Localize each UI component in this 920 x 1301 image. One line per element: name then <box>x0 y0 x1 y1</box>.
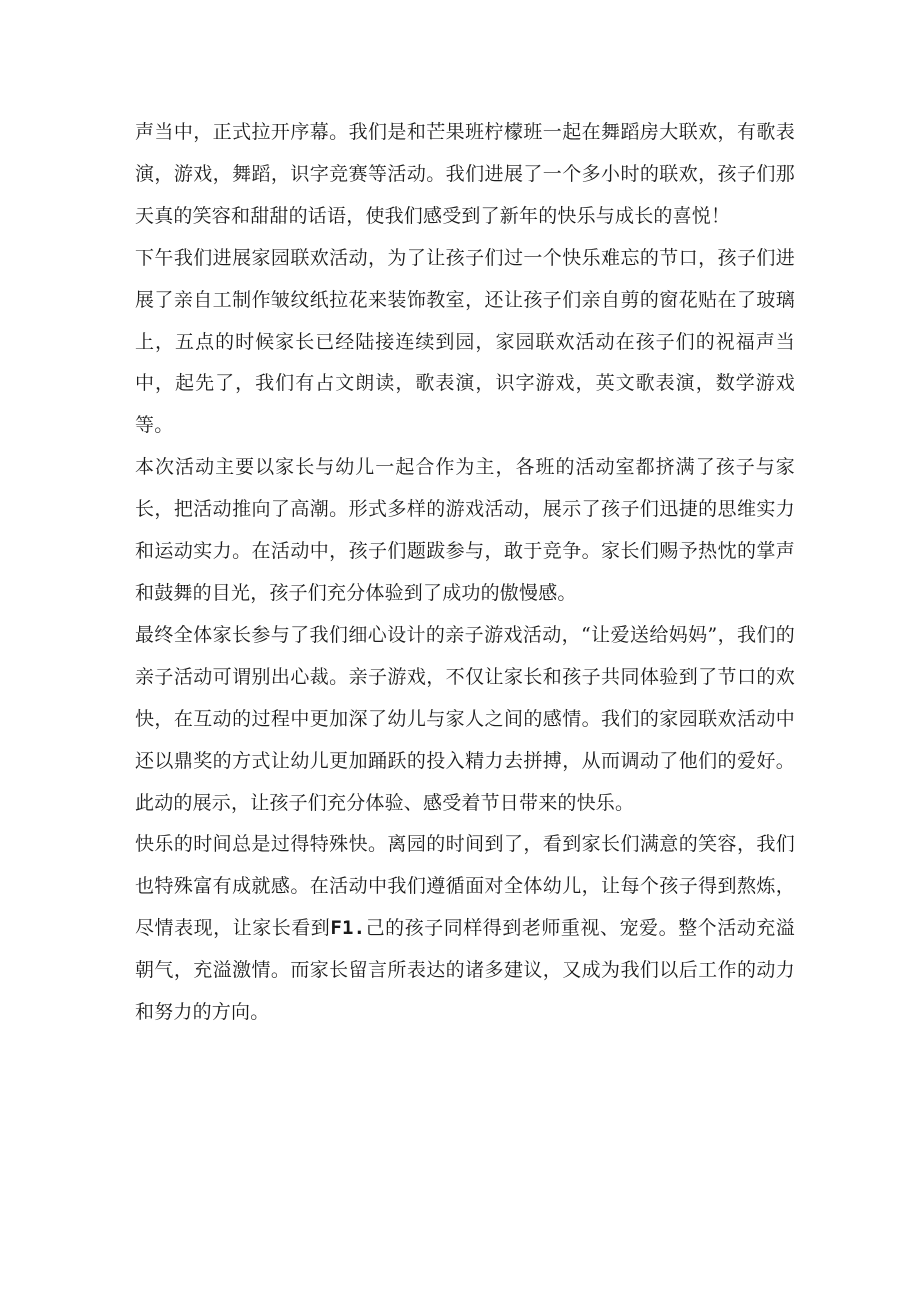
paragraph-1: 声当中，正式拉开序幕。我们是和芒果班柠檬班一起在舞蹈房大联欢，有歌表演，游戏，舞蹈，识字竞赛等活动。我们进展了一个多小时的联欢，孩子们那天真的笑容和甜甜的话语，使我们感受到了新年的快乐与成长的喜悦！ <box>135 121 795 227</box>
paragraph-5-part-1: 快乐的时间总是过得特殊快。离园的时间到了，看到家长们满意的笑容，我们也特殊富有成就感。在活动中我们遵循面对全体幼儿，让每个孩子得到熬炼，尽情表现，让家长看到 <box>135 833 795 940</box>
paragraph-4: 最终全体家长参与了我们细心设计的亲子游戏活动，“让爱送给妈妈”，我们的亲子活动可谓别出心裁。亲子游戏，不仅让家长和孩子共同体验到了节口的欢快，在互动的过程中更加深了幼儿与家人之间的感情。我们的家园联欢活动中还以鼎奖的方式让幼儿更加踊跃的投入精力去拼搏，从而调动了他们的爱好。此动的展示，让孩子们充分体验、感受着节日带来的快乐。 <box>135 623 795 814</box>
paragraph-5-code-fragment: F1. <box>330 917 366 940</box>
document-body <box>135 112 795 1034</box>
paragraph-5 <box>135 824 795 1034</box>
paragraph-2: 下午我们进展家园联欢活动，为了让孩子们过一个快乐难忘的节口，孩子们进展了亲自工制作皱纹纸拉花来装饰教室，还让孩子们亲自剪的窗花贴在了玻璃上，五点的时候家长已经陆接连续到园，家园联欢活动在孩子们的祝福声当中，起先了，我们有占文朗读，歌表演，识字游戏，英文歌表演，数学游戏等。 <box>135 246 795 437</box>
paragraph-5-part-2: 己的孩子同样得到老师重视、宠爱。整个活动充溢朝气，充溢激情。而家长留言所表达的诸多建议，又成为我们以后工作的动力和努力的方向。 <box>135 917 795 1024</box>
paragraph-3: 本次活动主要以家长与幼儿一起合作为主，各班的活动室都挤满了孩子与家长，把活动推向了高潮。形式多样的游戏活动，展示了孩子们迅捷的思维实力和运动实力。在活动中，孩子们题跋参与，敢于竞争。家长们赐予热忱的掌声和鼓舞的目光，孩子们充分体验到了成功的傲慢感。 <box>135 456 795 604</box>
